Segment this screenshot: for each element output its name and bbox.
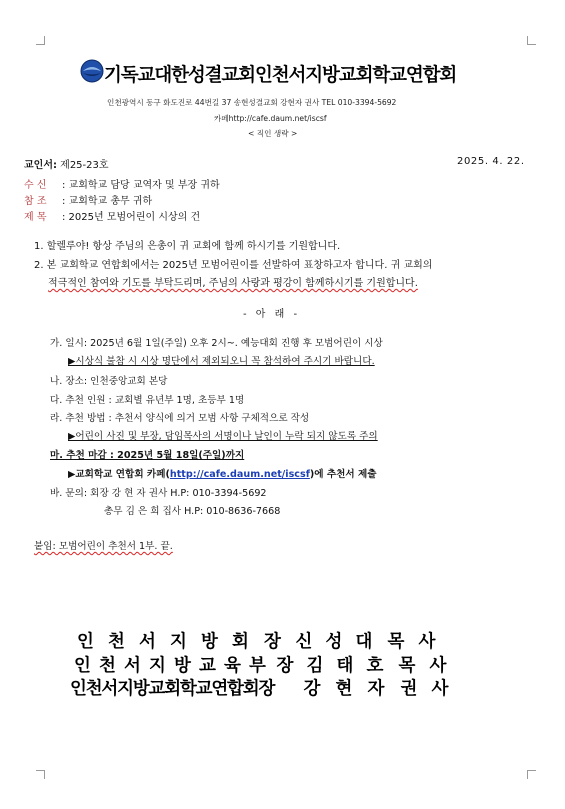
- recipient-label: 수 신: [24, 180, 47, 191]
- signature-line-president: [70, 628, 441, 653]
- signature-char: 사: [431, 679, 449, 699]
- signature-char: 방: [201, 632, 218, 652]
- signature-char: 김: [306, 656, 324, 676]
- subject-value: : 2025년 모범어린이 시상의 건: [62, 212, 201, 223]
- signature-char: 권: [400, 679, 418, 699]
- item-method: 라. 추천 방법 : 추천서 양식에 의거 모범 사항 구체적으로 작성: [50, 413, 310, 424]
- subject-line: [24, 208, 200, 223]
- page-corner-mark: [527, 36, 536, 45]
- recipient-value: : 교회학교 담당 교역자 및 부장 귀하: [62, 180, 220, 191]
- signature-char: 육: [224, 656, 241, 676]
- signature-char: 천: [99, 656, 116, 676]
- signature-line-federation: [70, 675, 454, 700]
- paragraph-greeting: 1. 할렐루야! 항상 주님의 은총이 귀 교회에 함께 하시기를 기원합니다.: [34, 241, 341, 252]
- deadline-note-suffix: )에 추천서 제출: [309, 469, 377, 480]
- signature-char: 사: [429, 656, 447, 676]
- org-address: 인천광역시 동구 화도진로 44번길 37 송현성결교회 강현자 권사 TEL 010-3394-5692: [107, 98, 397, 107]
- signature-char: 지: [170, 632, 187, 652]
- item-schedule-note: ▶시상식 불참 시 시상 명단에서 제외되오니 꼭 참석하여 주시기 바랍니다.: [68, 356, 375, 367]
- item-contact-secretary: 총무 김 은 희 집사 H.P: 010-8636-7668: [104, 506, 281, 517]
- page-corner-mark: [36, 36, 45, 45]
- org-title: 기독교대한성결교회인천서지방교회학교연합회: [104, 65, 457, 86]
- reference-label: 참 조: [24, 196, 47, 207]
- item-deadline: 마. 추천 마감 : 2025년 5월 18일(주일)까지: [50, 450, 245, 461]
- item-contact-president: 바. 문의: 회장 강 현 자 권사 H.P: 010-3394-5692: [50, 488, 267, 499]
- signature-char: 지: [149, 656, 166, 676]
- signature-char: 방: [174, 656, 191, 676]
- item-deadline-note: [68, 466, 377, 480]
- signature-char: 대: [355, 632, 373, 652]
- signature-char: 성: [325, 632, 343, 652]
- signature-char: 부: [249, 656, 266, 676]
- signature-char: 강: [303, 679, 321, 699]
- signature-char: 천: [108, 632, 125, 652]
- church-logo-icon: [80, 59, 104, 83]
- document-number-label: 교인서:: [24, 160, 57, 171]
- signature-char: 서: [139, 632, 156, 652]
- signature-char: 목: [387, 632, 405, 652]
- signature-char: 태: [336, 656, 354, 676]
- item-schedule: 가. 일시: 2025년 6월 1일(주일) 오후 2시~. 예능대회 진행 후 모범어린이 시상: [50, 338, 383, 349]
- signature-char: 신: [295, 632, 313, 652]
- paragraph-purpose-line1: 2. 본 교회학교 연합회에서는 2025년 모범어린이를 선발하여 표창하고자 합니다. 귀 교회의: [34, 260, 433, 271]
- reference-line: [24, 192, 152, 207]
- document-date: 2025. 4. 22.: [457, 156, 525, 167]
- signature-title: 인천서지방교회학교연합회장: [70, 679, 275, 699]
- document-number: [24, 156, 109, 171]
- item-count: 다. 추천 인원 : 교회별 유년부 1명, 초등부 1명: [50, 395, 245, 406]
- org-cafe-url: 카페http://cafe.daum.net/iscsf: [214, 114, 327, 123]
- signature-char: 사: [418, 632, 436, 652]
- reference-value: : 교회학교 총무 귀하: [62, 196, 153, 207]
- signature-char: 서: [124, 656, 141, 676]
- notice-heading: - 아 래 -: [243, 309, 301, 320]
- item-venue: 나. 장소: 인천중앙교회 본당: [50, 376, 168, 387]
- signature-char: 현: [335, 679, 353, 699]
- signature-char: 장: [264, 632, 281, 652]
- signature-char: 회: [232, 632, 249, 652]
- signature-char: 교: [199, 656, 216, 676]
- signature-char: 인: [74, 656, 91, 676]
- page-corner-mark: [527, 770, 536, 779]
- item-method-note: ▶어린이 사진 및 부장, 담임목사의 서명이나 날인이 누락 되지 않도록 주의: [68, 431, 378, 442]
- cafe-link[interactable]: http://cafe.daum.net/iscsf: [169, 469, 310, 480]
- page-corner-mark: [36, 770, 45, 779]
- signature-line-education: [70, 652, 452, 677]
- document-number-value: 제25-23호: [56, 160, 109, 171]
- signature-char: 장: [276, 656, 294, 676]
- subject-label: 제 목: [24, 212, 47, 223]
- seal-omitted-note: < 직인 생략 >: [248, 129, 298, 138]
- recipient-line: [24, 176, 220, 191]
- signature-char: 호: [366, 656, 384, 676]
- deadline-note-prefix: ▶교회학교 연합회 카페(: [68, 469, 170, 480]
- signature-char: 목: [398, 656, 416, 676]
- signature-char: 인: [77, 632, 94, 652]
- attachment-note: 붙임: 모범어린이 추천서 1부. 끝.: [34, 541, 173, 552]
- paragraph-purpose-line2: 적극적인 참여와 기도를 부탁드리며, 주님의 사랑과 평강이 함께하시기를 기원합니다.: [48, 278, 418, 289]
- signature-char: 자: [367, 679, 385, 699]
